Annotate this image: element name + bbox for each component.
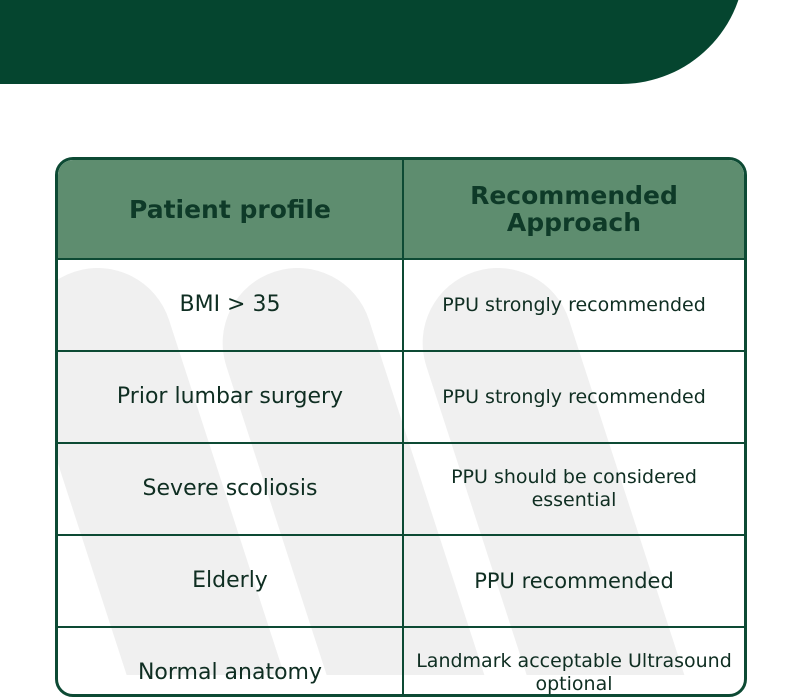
approach-cell: PPU strongly recommended: [403, 351, 744, 443]
column-header-patient-profile: Patient profile: [58, 160, 403, 259]
profile-cell: BMI > 35: [58, 259, 403, 351]
profile-cell: Normal anatomy: [58, 627, 403, 697]
approach-table: [55, 157, 747, 697]
approach-cell: PPU recommended: [403, 535, 744, 627]
column-header-recommended-approach: Recommended Approach: [403, 160, 744, 259]
table-row: [58, 627, 744, 697]
table-row: [58, 259, 744, 351]
table-row: [58, 351, 744, 443]
approach-cell: Landmark acceptable Ultrasound optional: [403, 627, 744, 697]
profile-cell: Elderly: [58, 535, 403, 627]
table-row: [58, 535, 744, 627]
header-banner: [0, 0, 745, 84]
approach-table-grid: [58, 160, 744, 697]
approach-cell: PPU should be considered essential: [403, 443, 744, 535]
table-header-row: [58, 160, 744, 259]
table-row: [58, 443, 744, 535]
profile-cell: Severe scoliosis: [58, 443, 403, 535]
approach-cell: PPU strongly recommended: [403, 259, 744, 351]
profile-cell: Prior lumbar surgery: [58, 351, 403, 443]
